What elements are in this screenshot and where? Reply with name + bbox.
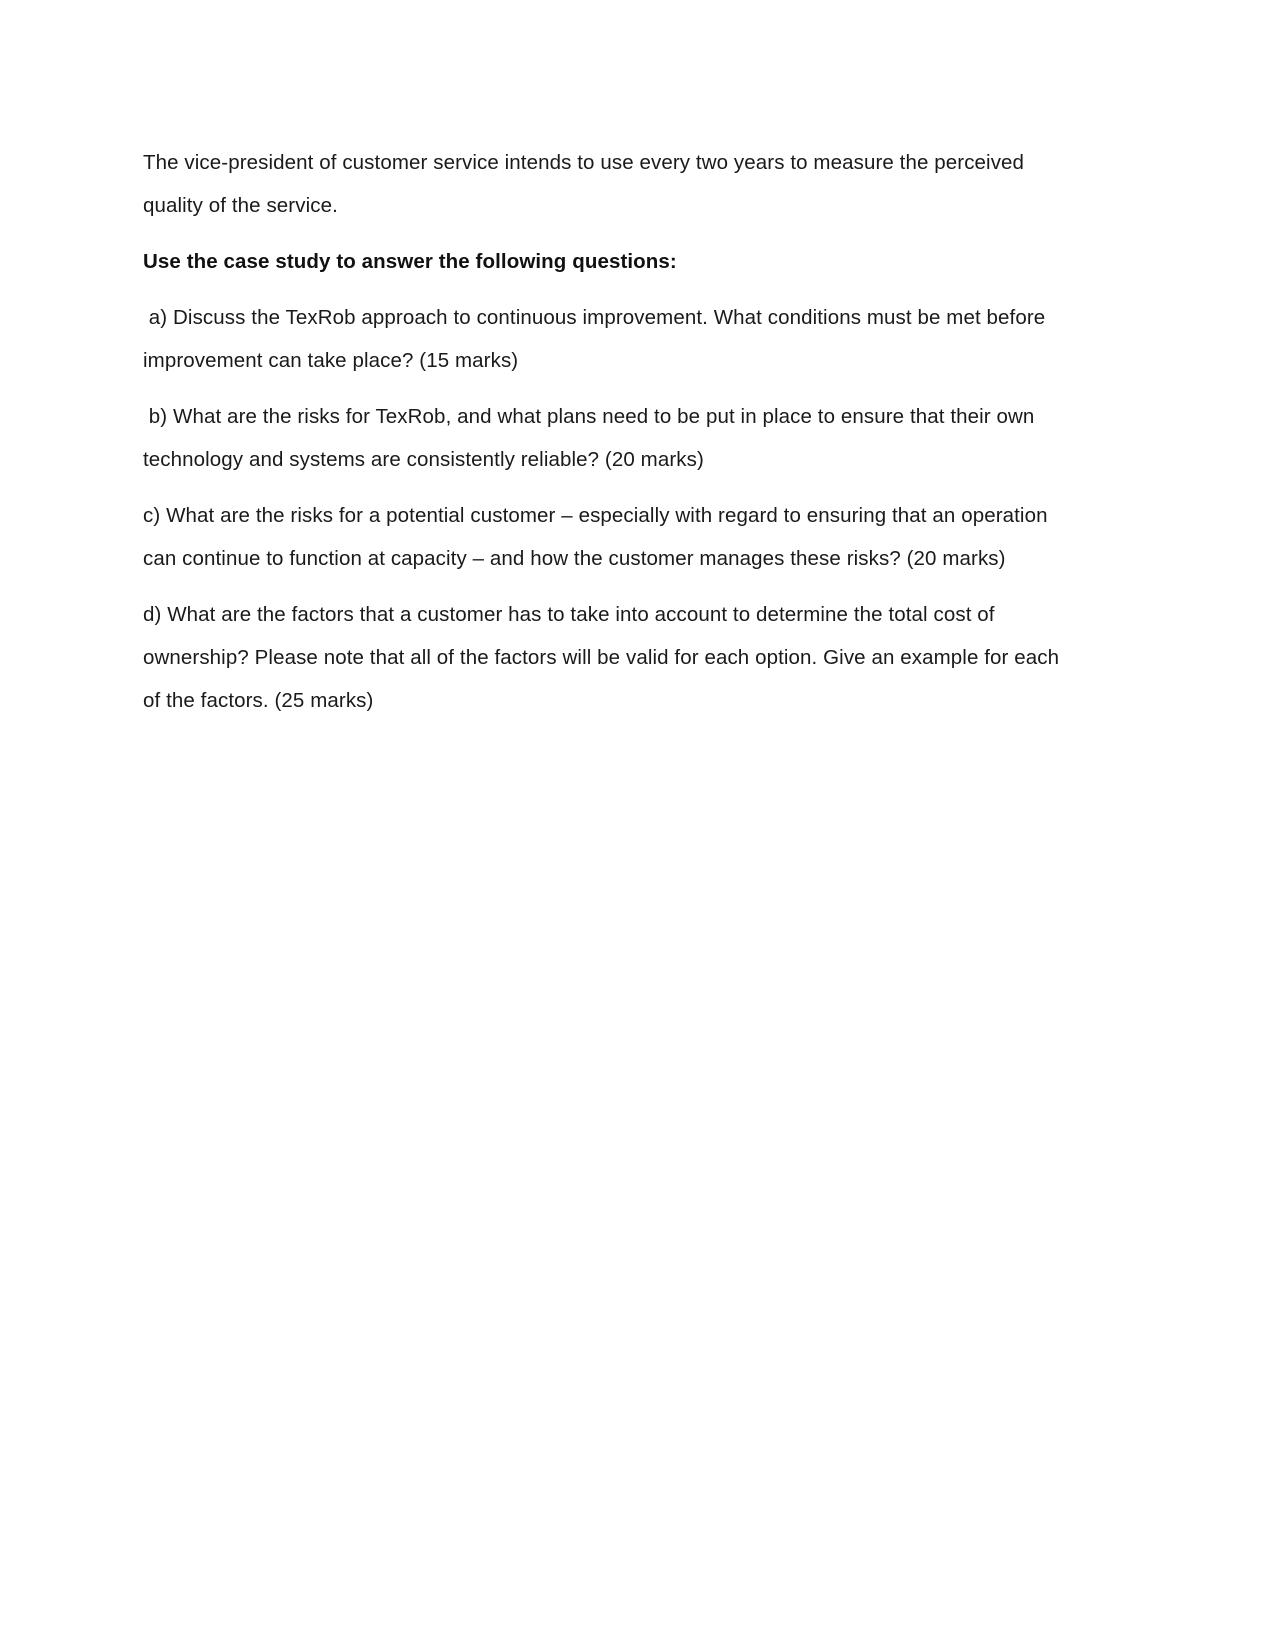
question-d: d) What are the factors that a customer has to take into account to determine the total cost of ownership? Please note that all of the factors will be valid for each option. Give an example for each of the factors. (25 marks) <box>143 603 1065 712</box>
instructions-heading: Use the case study to answer the following questions: <box>143 250 677 273</box>
document-content <box>143 141 1068 735</box>
question-c: c) What are the risks for a potential customer – especially with regard to ensuring that an operation can continue to function at capacity – and how the customer manages these risks? (20 marks) <box>143 504 1054 570</box>
question-b: b) What are the risks for TexRob, and what plans need to be put in place to ensure that their own technology and systems are consistently reliable? (20 marks) <box>143 405 1041 471</box>
intro-paragraph: The vice-president of customer service intends to use every two years to measure the perceived quality of the service. <box>143 151 1030 217</box>
question-a: a) Discuss the TexRob approach to continuous improvement. What conditions must be met before improvement can take place? (15 marks) <box>143 306 1052 372</box>
